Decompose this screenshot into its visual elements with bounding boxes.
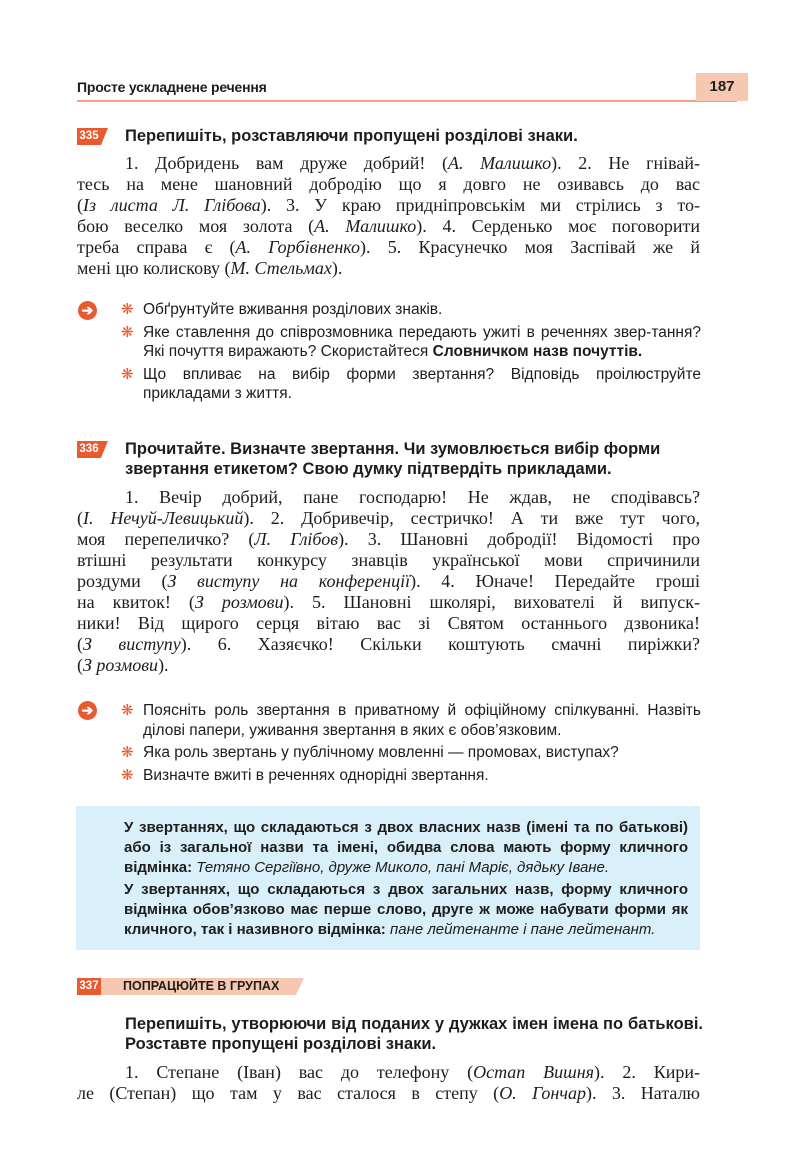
asterisk-bullet-icon: ❋	[121, 323, 134, 341]
question-item: ❋ Поясніть роль звертання в приватному й офіційному спілкуванні. Назвіть ділові папери, уживання звертання в яких є обов’язковим.	[121, 702, 701, 739]
ex337-line-1: 1. Степане (Іван) вас до телефону (Остап Вишня). 2. Кири-	[125, 1062, 700, 1082]
ex335-line-2: тесь на мене шановний добродію що я довго не озивавсь до вас	[77, 174, 700, 194]
ex336-line-5: роздуми (З виступу на конференції). 4. Юначе! Передайте гроші	[77, 571, 700, 591]
ex336-line-1: 1. Вечір добрий, пане господарю! Не ждав, не сподівавсь?	[125, 487, 700, 507]
asterisk-bullet-icon: ❋	[121, 365, 134, 383]
ex337-line-2: ле (Степан) що там у вас сталося в степу (О. Гончар). 3. Наталю	[77, 1083, 700, 1103]
asterisk-bullet-icon: ❋	[121, 744, 134, 761]
exercise-337-text	[77, 1062, 700, 1104]
exercise-337-badge: 337	[77, 978, 101, 995]
asterisk-bullet-icon: ❋	[121, 766, 134, 784]
ex335-line-3: (Із листа Л. Глібова). 3. У краю придніпровськім ми стрілись з то-	[77, 195, 700, 215]
question-item: ❋ Яке ставлення до співрозмовника передають ужиті в реченнях звер-тання? Які почуття виражають? Скористайтеся Словничком назв почуттів.	[121, 323, 701, 360]
page-number: 187	[696, 73, 748, 101]
rule-paragraph-2: У звертаннях, що складаються з двох загальних назв, форму кличного відмінка обов’язково має перше слово, друге ж може набувати форми як кличного, так і називного відмінка: пане лейтенанте і пане лейтенант.	[124, 881, 688, 938]
rule-box	[76, 806, 700, 950]
exercise-337-task: Перепишіть, утворюючи від поданих у дужках імен імена по батькові. Розставте пропущені розділові знаки.	[125, 1015, 703, 1053]
exercise-336-task: Прочитайте. Визначте звертання. Чи зумовлюється вибір форми звертання етикетом? Свою думку підтвердіть прикладами.	[125, 440, 661, 478]
exercise-336-text	[77, 487, 700, 676]
exercise-335-text	[77, 153, 700, 279]
exercise-336-badge: 336	[77, 441, 101, 458]
asterisk-bullet-icon: ❋	[121, 702, 134, 719]
arrow-right-circle-icon: ➔	[78, 701, 97, 720]
ex336-line-3: моя перепеличко? (Л. Глібов). 3. Шановні добродії! Відомості про	[77, 529, 700, 549]
question-item: ❋ Що впливає на вибір форми звертання? Відповідь проілюструйте прикладами з життя.	[121, 365, 701, 402]
question-item: ❋ Яка роль звертань у публічному мовленні — промовах, виступах?	[121, 744, 619, 761]
running-header-title: Просте ускладнене речення	[77, 79, 267, 95]
exercise-336-questions	[121, 701, 701, 788]
exercise-335-task: Перепишіть, розставляючи пропущені розділові знаки.	[125, 127, 578, 145]
ex336-line-7: ники! Від щирого серця вітаю вас зі Святом останнього дзвоника!	[77, 613, 700, 633]
exercise-335-badge: 335	[77, 128, 101, 145]
ex336-line-4: втішні результати конкурсу знавців української мови спричинили	[77, 550, 700, 570]
question-item: ❋ Визначте вжиті в реченнях однорідні звертання.	[121, 766, 489, 784]
ex336-line-2: (І. Нечуй-Левицький). 2. Добривечір, сестричко! А ти вже тут чого,	[77, 508, 700, 528]
arrow-right-circle-icon: ➔	[78, 301, 97, 320]
asterisk-bullet-icon: ❋	[121, 301, 134, 318]
ex335-line-6: мені цю колискову (М. Стельмах).	[77, 258, 343, 278]
ex336-line-6: на квиток! (З розмови). 5. Шановні школярі, вихователі й випуск-	[77, 592, 700, 612]
ex336-line-9: (З розмови).	[77, 655, 169, 675]
ex336-line-8: (З виступу). 6. Хазяєчко! Скільки коштують смачні пиріжки?	[77, 634, 701, 654]
header-divider	[77, 100, 737, 102]
rule-paragraph-1: У звертаннях, що складаються з двох власних назв (імені та по батькові) або із загальної назви та імені, обидва слова мають форму кличного відмінка: Тетяно Сергіївно, друже Миколо, пані Маріє, дядьку Іване.	[124, 819, 688, 876]
question-item: ❋ Обґрунтуйте вживання розділових знаків.	[121, 301, 443, 318]
ex335-line-5: треба справа є (А. Горбівненко). 5. Красунечко моя Заспівай же й	[77, 237, 700, 257]
ex335-line-4: бою веселко моя золота (А. Малишко). 4. Серденько моє поговорити	[77, 216, 701, 236]
group-work-banner: ПОПРАЦЮЙТЕ В ГРУПАХ	[101, 978, 296, 995]
ex335-line-1: 1. Добридень вам друже добрий! (А. Малишко). 2. Не гнівай-	[125, 153, 700, 173]
exercise-335-questions	[121, 300, 701, 407]
